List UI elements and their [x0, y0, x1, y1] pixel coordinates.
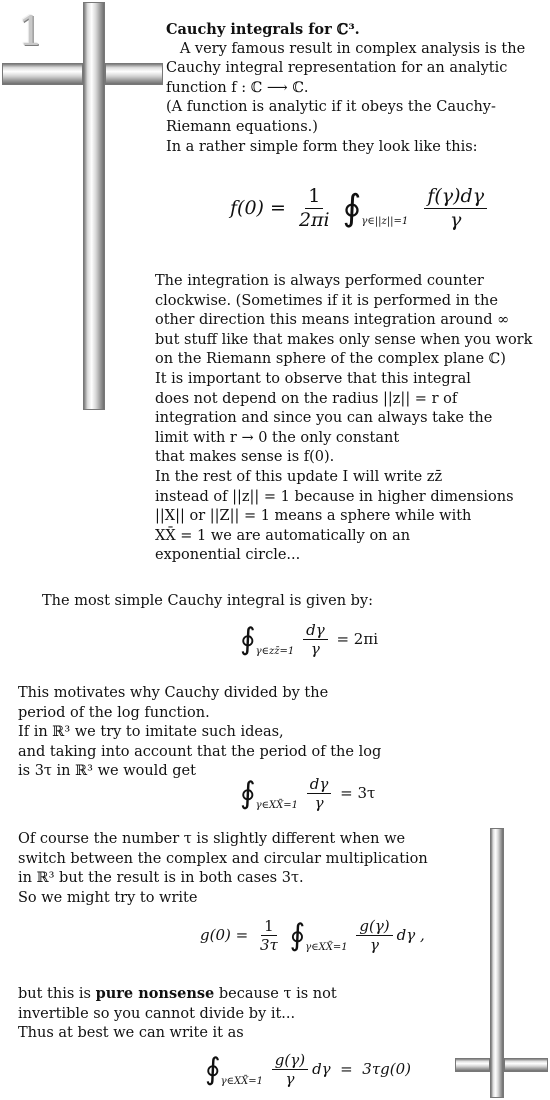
eq-subscript: γ∈||z||=1	[361, 215, 409, 227]
text-line: Thus at best we can write it as	[18, 1025, 244, 1042]
text-line: limit with r → 0 the only constant	[155, 429, 400, 446]
simple-integral-intro: The most simple Cauchy integral is given by:	[42, 593, 374, 609]
eq-denominator: γ	[310, 640, 320, 659]
eq-subscript: γ∈XX̄=1	[305, 942, 348, 954]
eq-subscript: γ∈XX̄=1	[255, 800, 298, 812]
contour-integral-icon: ∮	[289, 918, 306, 954]
eq-fraction	[356, 918, 392, 954]
text-line: It is important to observe that this integral	[155, 370, 471, 387]
cross-left-arm	[2, 63, 83, 85]
cross-vertical-bar-bottom	[490, 828, 504, 1098]
eq-lhs: g(0) =	[200, 926, 249, 945]
eq-numerator: f(γ)dγ	[424, 186, 487, 209]
contour-integral-icon: ∮	[342, 187, 362, 229]
text-line: does not depend on the radius ||z|| = r of	[155, 390, 458, 407]
text-line: Riemann equations.)	[166, 118, 318, 135]
eq-fraction	[307, 776, 332, 812]
chapter-number: 1	[18, 9, 44, 55]
text-line: switch between the complex and circular multiplication	[18, 850, 428, 867]
cross-right-arm	[105, 63, 163, 85]
text-line: on the Riemann sphere of the complex plane ℂ)	[155, 351, 506, 368]
text-line: Cauchy integral representation for an analytic	[166, 60, 508, 77]
explanation-paragraph	[155, 272, 532, 566]
motivation-paragraph	[18, 684, 381, 782]
eq-tail: dγ = 3τg(0)	[312, 1060, 411, 1079]
text-line: in ℝ³ but the result is in both cases 3τ.	[18, 870, 304, 887]
eq-denominator: 3τ	[259, 936, 278, 955]
text-line: instead of ||z|| = 1 because in higher dimensions	[155, 488, 514, 505]
text-line: This motivates why Cauchy divided by the	[18, 685, 329, 701]
text-line: So we might try to write	[18, 889, 198, 906]
r3-integral-equation	[240, 776, 375, 816]
simple-integral-equation	[240, 622, 378, 662]
eq-rhs: = 3τ	[340, 784, 376, 803]
eq-denominator: γ	[370, 936, 379, 955]
text-line: but stuff like that makes only sense when you work	[155, 331, 533, 348]
emphasis-text: pure nonsense	[95, 985, 215, 1002]
text-line: If in ℝ³ we try to imitate such ideas,	[18, 724, 284, 741]
eq-lhs: f(0) =	[230, 196, 286, 219]
text-line: function f : ℂ ⟶ ℂ.	[166, 79, 309, 96]
text-line: XX̄ = 1 we are automatically on an	[155, 527, 411, 544]
conclusion-paragraph	[18, 984, 337, 1044]
text-line	[18, 984, 337, 1005]
text-line: Of course the number τ is slightly different when we	[18, 831, 406, 847]
eq-numerator: dγ	[307, 776, 332, 794]
text-fragment: but this is	[18, 986, 96, 1002]
text-line: invertible so you cannot divide by it...	[18, 1005, 296, 1022]
text-line: clockwise. (Sometimes if it is performed in the	[155, 292, 498, 309]
eq-numerator: 1	[261, 918, 277, 936]
eq-fraction	[257, 918, 281, 954]
intro-paragraph	[166, 20, 525, 157]
contour-integral-icon: ∮	[240, 622, 256, 658]
tau-paragraph	[18, 830, 428, 908]
contour-integral-icon: ∮	[240, 776, 256, 812]
eq-denominator: γ	[314, 794, 324, 813]
eq-denominator: γ	[285, 1070, 295, 1089]
text-line: (A function is analytic if it obeys the Cauchy-	[166, 99, 496, 116]
eq-denominator: 2πi	[298, 208, 330, 231]
eq-numerator: g(γ)	[356, 918, 392, 936]
text-line: that makes sense is f(0).	[155, 449, 335, 466]
eq-numerator: g(γ)	[272, 1052, 308, 1070]
cross-left-arm-bottom	[455, 1058, 490, 1072]
eq-fraction	[296, 186, 333, 232]
eq-fraction	[303, 622, 328, 658]
text-line: integration and since you can always take the	[155, 410, 493, 427]
text-line: exponential circle...	[155, 547, 301, 564]
eq-tail: dγ ,	[396, 926, 425, 945]
text-fragment: because τ is not	[214, 986, 337, 1002]
attempted-formula-equation	[200, 918, 425, 958]
text-line: period of the log function.	[18, 704, 210, 721]
cross-vertical-bar	[83, 2, 105, 410]
eq-fraction	[272, 1052, 308, 1088]
text-line: and taking into account that the period of the log	[18, 743, 382, 760]
section-title: Cauchy integrals for ℂ³.	[166, 21, 360, 38]
eq-denominator: γ	[450, 208, 462, 231]
eq-subscript: γ∈XX̄=1	[220, 1076, 263, 1088]
eq-rhs: = 2πi	[336, 630, 378, 649]
text-line: A very famous result in complex analysis is the	[166, 40, 526, 57]
contour-integral-icon: ∮	[205, 1052, 221, 1088]
eq-fraction	[424, 186, 487, 232]
eq-numerator: 1	[305, 186, 323, 209]
cross-right-arm-bottom	[504, 1058, 548, 1072]
text-line: In the rest of this update I will write zz̄	[155, 468, 443, 485]
text-line: The integration is always performed counter	[155, 273, 484, 289]
text-line: In a rather simple form they look like this:	[166, 138, 478, 155]
text-line: other direction this means integration around ∞	[155, 312, 510, 329]
text-line: ||X|| or ||Z|| = 1 means a sphere while with	[155, 508, 472, 525]
text-line: is 3τ in ℝ³ we would get	[18, 763, 196, 780]
final-formula-equation	[205, 1052, 411, 1092]
cauchy-formula-equation	[230, 186, 491, 232]
eq-numerator: dγ	[303, 622, 328, 640]
eq-subscript: γ∈zz̄=1	[255, 646, 295, 658]
